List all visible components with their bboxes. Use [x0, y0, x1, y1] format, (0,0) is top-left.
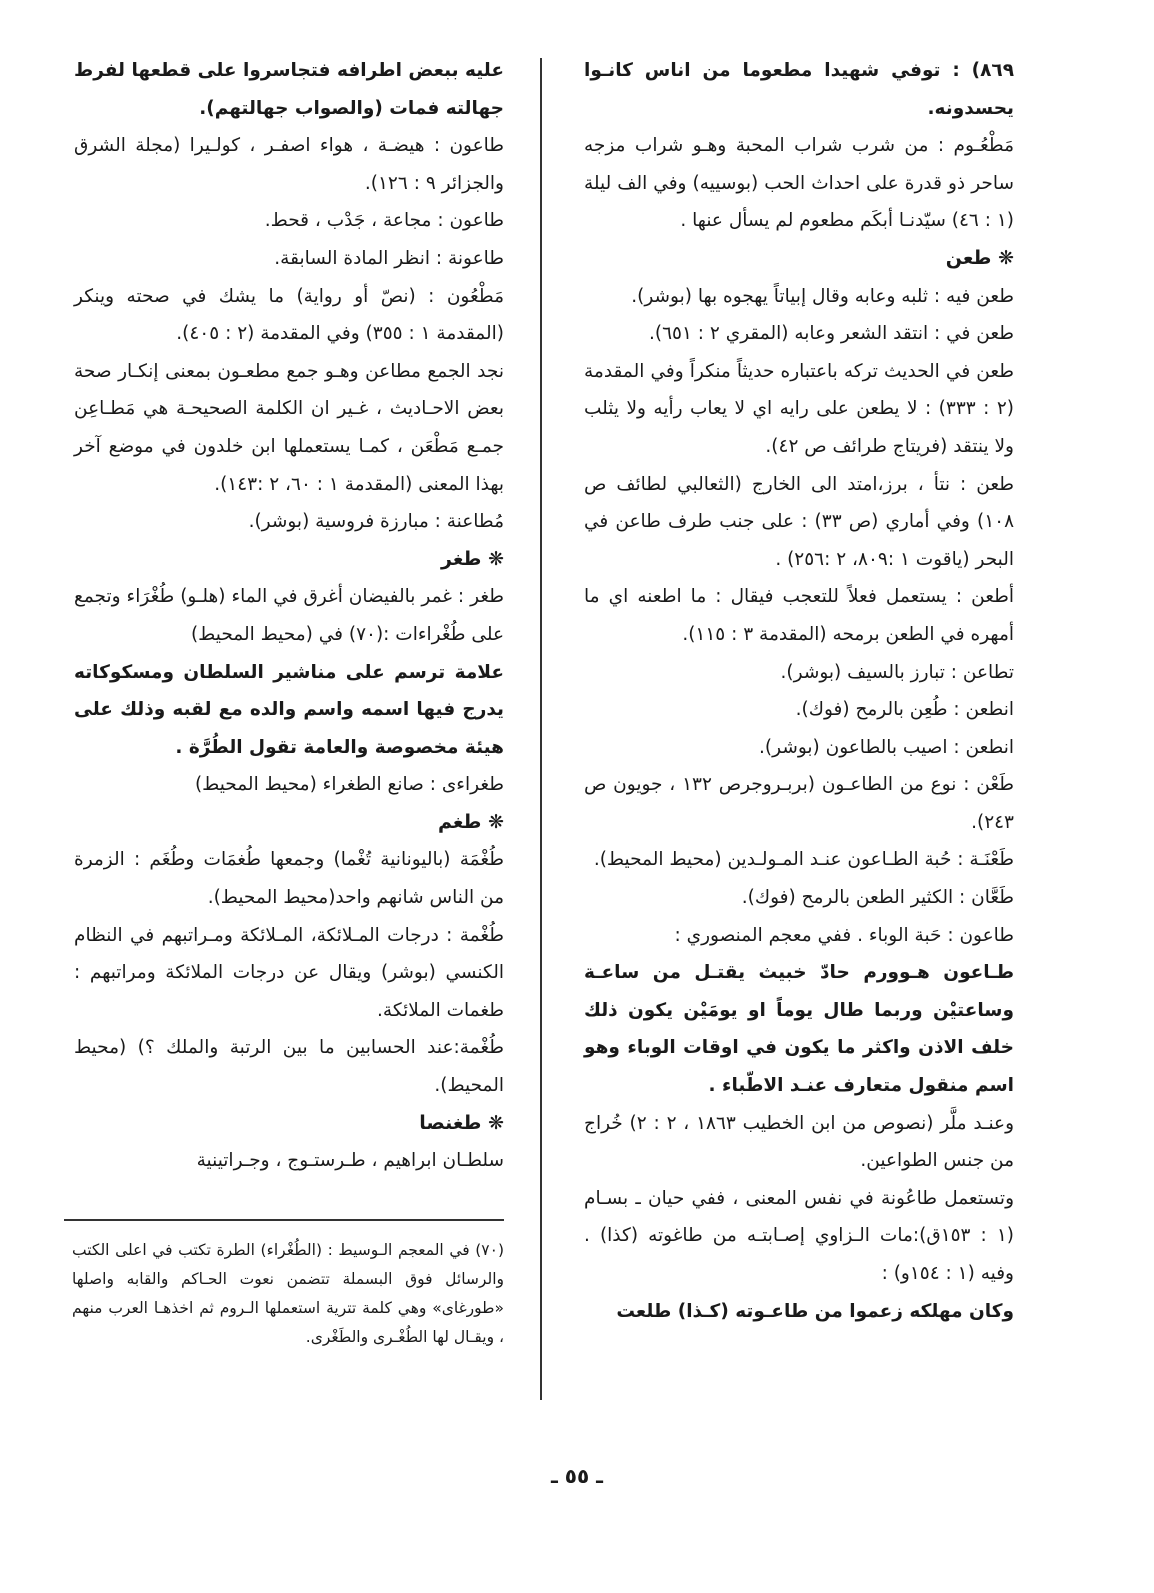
- entry-heading: ❋ طغنصا: [419, 1111, 504, 1134]
- entry-paragraph: طاعون : هيضـة ، هواء اصفـر ، كولـيرا (مجلة الشرق والجزائر ٩ : ١٢٦).: [74, 135, 504, 194]
- entry-paragraph: ٨٦٩) : توفي شهيدا مطعوما من اناس كانـوا يحسدونه.: [584, 60, 1014, 119]
- entry-paragraph: طعن : نتأ ، برز،امتد الى الخارج (الثعالبي لطائف ص ١٠٨) وفي أماري (ص ٣٣) : على جنب طرف طاعن في البحر (ياقوت ١ :٨٠٩، ٢ :٢٥٦) .: [584, 473, 1015, 570]
- entry-paragraph: عليه ببعض اطرافه فتجاسروا على قطعها لفرط جهالته فمات (والصواب جهالتهم).: [74, 60, 504, 119]
- column-divider: [540, 58, 542, 1400]
- entry-paragraph: انطعن : اصيب بالطاعون (بوشر).: [759, 736, 1014, 758]
- entry-paragraph: طَعَّان : الكثير الطعن بالرمح (فوك).: [741, 887, 1014, 909]
- left-column: [74, 52, 504, 1180]
- entry-paragraph: طغراءى : صانع الطغراء (محيط المحيط): [194, 774, 504, 796]
- page-number: ـ ٥٥ ـ: [550, 1464, 604, 1488]
- entry-heading: ❋ طغر: [441, 547, 504, 570]
- entry-paragraph: طغر : غمر بالفيضان أغرق في الماء (هلـو) طُغْرَاء وتجمع على طُغْراءات :(٧٠) في (محيط المحيط): [74, 586, 504, 645]
- entry-paragraph: مَطْعُـوم : من شرب شراب المحبة وهـو شراب مزجه ساحر ذو قدرة على احداث الحب (بوسييه) وفي الف ليلة (١ : ٤٦) سيّدنـا أبكَم مطعوم لم يسأل عنها .: [584, 135, 1014, 232]
- entry-paragraph: مُطاعنة : مبارزة فروسية (بوشر).: [248, 511, 504, 533]
- entry-paragraph: أطعن : يستعمل فعلاً للتعجب فيقال : ما اطعنه اي ما أمهره في الطعن برمحه (المقدمة ٣ : ١١٥).: [584, 586, 1014, 645]
- entry-paragraph: نجد الجمع مطاعن وهـو جمع مطعـون بمعنى إنكـار صحة بعض الاحـاديث ، غـير ان الكلمة الصحيحـة هي مَطـاعِن جمـع مَطْعَن ، كمـا يستعملها ابن خلدون في موضع آخر بهذا المعنى (المقدمة ١ : ٦٠، ٢ :١٤٣).: [74, 360, 504, 495]
- footnote-separator: [64, 1219, 504, 1221]
- entry-paragraph: وكان مهلكه زعموا من طاعـوته (كـذا) طلعت: [616, 1300, 1014, 1322]
- right-column: [584, 52, 1014, 1330]
- entry-paragraph: طُغْمة:عند الحسابين ما بين الرتبة والملك ؟) (محيط المحيط).: [74, 1037, 504, 1097]
- entry-paragraph: طاعونة : انظر المادة السابقة.: [274, 247, 504, 269]
- entry-paragraph: طعن في الحديث تركه باعتباره حديثاً منكراً وفي المقدمة (٢ : ٣٣٣) : لا يطعن على رايه اي لا يعاب رأيه ولا يثلب ولا ينتقد (فريتاج طرائف ص ٤٢).: [584, 360, 1014, 457]
- entry-paragraph: طـاعون هـوورم حادّ خبيث يقتـل من ساعـة وساعتيْن وربما طال يوماً او يومَيْن يكون ذلك خلف الاذن واكثر ما يكون في اوقات الوباء وهو اسم منقول متعارف عنـد الاطّباء .: [584, 962, 1014, 1097]
- entry-paragraph: طَعْن : نوع من الطاعـون (بربـروجرص ١٣٢ ، جويون ص ٢٤٣).: [584, 774, 1014, 833]
- entry-paragraph: وعنـد ملَّر (نصوص من ابن الخطيب ١٨٦٣ ، ٢ : ٢) خُراج من جنس الطواعين.: [584, 1112, 1015, 1172]
- entry-paragraph: انطعن : طُعِن بالرمح (فوك).: [795, 699, 1014, 721]
- entry-paragraph: طاعون : مجاعة ، جَدْب ، قحط.: [264, 210, 504, 232]
- entry-paragraph: طَعْنَـة : حُبة الطـاعون عنـد المـولـدين (محيط المحيط).: [593, 849, 1014, 871]
- entry-heading: ❋ طعن: [945, 246, 1014, 269]
- footnote-text: (٧٠) في المعجم الـوسيط : (الطُغْراء) الطرة تكتب في اعلى الكتب والرسائل فوق البسملة تتضمن نعوت الحـاكم والقابه واصلها «طورغاى» وهي كلمة تترية استعملها الـروم ثم اخذهـا العرب منهم ، ويقـال لها الطُغْـرى والطَغْرى.: [72, 1241, 504, 1346]
- entry-heading: ❋ طغم: [437, 810, 504, 833]
- footnote: [72, 1236, 504, 1352]
- entry-paragraph: سلطـان ابراهيم ، طـرستـوج ، وجـراتينية: [196, 1150, 504, 1172]
- entry-paragraph: طعن فيه : ثلبه وعابه وقال إبياتاً يهجوه بها (بوشر).: [631, 285, 1014, 307]
- entry-paragraph: طُغْمَة (باليونانية تُغْما) وجمعها طُغمَات وطُغَم : الزمرة من الناس شانهم واحد(محيط المحيط).: [74, 849, 504, 909]
- entry-paragraph: وتستعمل طاعُونة في نفس المعنى ، ففي حيان ـ بسـام (١ : ١٥٣ق):مات الـزاوي إصـابتـه من طاغوته (كذا) . وفيه (١ : ١٥٤و) :: [584, 1187, 1015, 1284]
- entry-paragraph: تطاعن : تبارز بالسيف (بوشر).: [780, 661, 1014, 683]
- entry-paragraph: علامة ترسم على مناشير السلطان ومسكوكاته يدرج فيها اسمه واسم والده مع لقبه وذلك على هيئة مخصوصة والعامة تقول الطُرَّة .: [74, 661, 504, 758]
- entry-paragraph: طعن في : انتقد الشعر وعابه (المقري ٢ : ٦٥١).: [648, 323, 1014, 345]
- entry-paragraph: طُغْمة : درجات المـلائكة، المـلائكة ومـراتبهم في النظام الكنسي (بوشر) ويقال عن درجات الملائكة ومراتبهم : طغمات الملائكة.: [74, 924, 504, 1021]
- entry-paragraph: طاعون : حَبة الوباء . ففي معجم المنصوري :: [674, 924, 1014, 946]
- entry-paragraph: مَطْعُون : (نصّ أو رواية) ما يشك في صحته وينكر (المقدمة ١ : ٣٥٥) وفي المقدمة (٢ : ٤٠٥).: [74, 285, 504, 345]
